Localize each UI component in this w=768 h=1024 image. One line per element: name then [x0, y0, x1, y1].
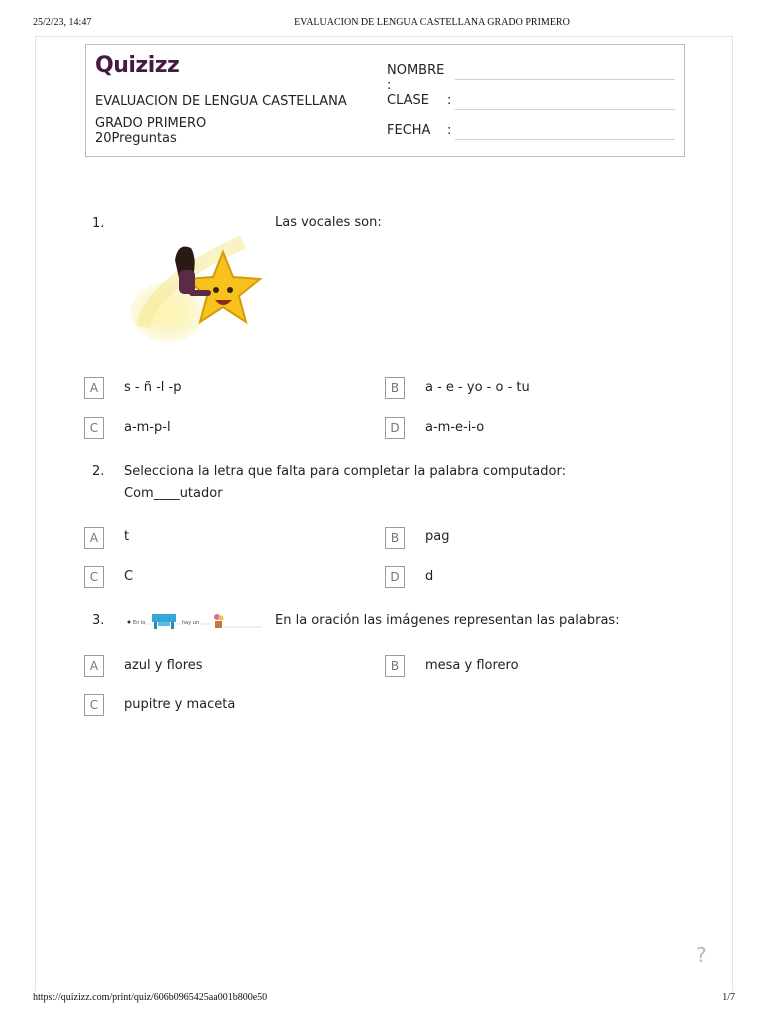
name-line[interactable]: [455, 79, 675, 80]
q2-option-c-letter[interactable]: C: [84, 566, 104, 588]
q1-option-c-text: a-m-p-l: [124, 420, 171, 435]
question-count: 20Preguntas: [95, 131, 177, 146]
image-text-hay-un: hay un: [182, 620, 200, 626]
q2-option-b-letter[interactable]: B: [385, 527, 405, 549]
class-label: CLASE: [387, 93, 429, 108]
q1-option-b-letter[interactable]: B: [385, 377, 405, 399]
question-2-text: Selecciona la letra que falta para completar la palabra computador:: [124, 464, 566, 479]
class-field: [387, 93, 452, 108]
question-2-word: Com____utador: [124, 486, 223, 501]
print-header: [0, 17, 768, 31]
q1-option-c-letter[interactable]: C: [84, 417, 104, 439]
q3-option-b-text: mesa y florero: [425, 658, 519, 673]
date-colon: :: [447, 123, 452, 138]
question-3-text: En la oración las imágenes representan las palabras:: [275, 613, 620, 628]
question-3-number: 3.: [92, 613, 105, 628]
question-mark-icon[interactable]: ?: [696, 943, 707, 967]
date-label: FECHA: [387, 123, 431, 138]
print-url: https://quizizz.com/print/quiz/606b0965425aa001b800e50: [33, 992, 268, 1003]
date-field: [387, 123, 452, 138]
q3-option-c-text: pupitre y maceta: [124, 697, 236, 712]
q2-option-d-text: d: [425, 569, 434, 584]
q2-option-a-text: t: [124, 529, 130, 544]
q1-option-a-letter[interactable]: A: [84, 377, 104, 399]
class-line[interactable]: [455, 109, 675, 110]
q3-option-c-letter[interactable]: C: [84, 694, 104, 716]
q2-option-a-letter[interactable]: A: [84, 527, 104, 549]
date-line[interactable]: [455, 139, 675, 140]
print-footer: [0, 992, 768, 1006]
q1-option-d-text: a-m-e-i-o: [425, 420, 485, 435]
girl-on-star-image: [123, 212, 265, 357]
q3-option-a-letter[interactable]: A: [84, 655, 104, 677]
question-1-number: 1.: [92, 216, 105, 231]
q1-option-b-text: a - e - yo - o - tu: [425, 380, 530, 395]
name-field: [387, 63, 447, 93]
print-title: EVALUACION DE LENGUA CASTELLANA GRADO PRIMERO: [294, 17, 570, 28]
q1-option-a-text: s - ñ -l -p: [124, 380, 182, 395]
name-label: NOMBRE :: [387, 63, 445, 93]
q3-option-b-letter[interactable]: B: [385, 655, 405, 677]
image-text-en-lo: En lo: [133, 620, 146, 626]
print-datetime: 25/2/23, 14:47: [33, 17, 92, 28]
quiz-sheet: [35, 36, 733, 991]
question-2-number: 2.: [92, 464, 105, 479]
quiz-title: EVALUACION DE LENGUA CASTELLANA GRADO PRIMERO: [95, 94, 347, 131]
sentence-with-pictures-image: [124, 611, 264, 633]
question-1-text: Las vocales son:: [275, 215, 382, 230]
q1-option-d-letter[interactable]: D: [385, 417, 405, 439]
q2-option-b-text: pag: [425, 529, 450, 544]
print-page-number: 1/7: [722, 992, 735, 1003]
class-colon: :: [447, 93, 452, 108]
quizizz-logo: Quizizz: [95, 53, 180, 78]
quiz-header-box: [85, 44, 685, 157]
q3-option-a-text: azul y flores: [124, 658, 203, 673]
q2-option-d-letter[interactable]: D: [385, 566, 405, 588]
q2-option-c-text: C: [124, 569, 134, 584]
